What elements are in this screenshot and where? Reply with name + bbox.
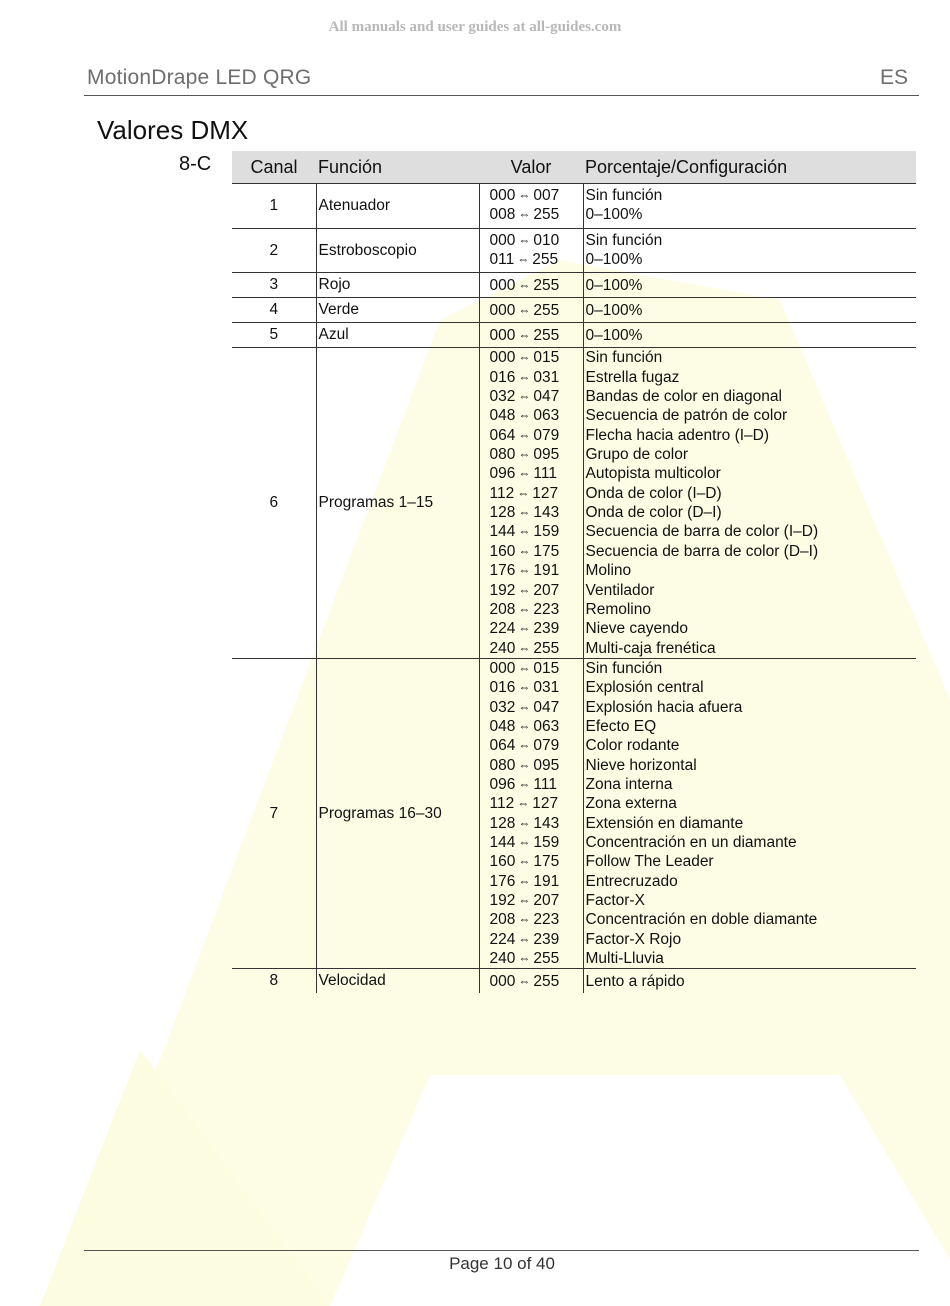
table-row: [232, 184, 916, 229]
value-range: [482, 503, 581, 522]
setting-text: Grupo de color: [585, 446, 689, 464]
setting-text: 0–100%: [585, 206, 643, 224]
setting-text: Sin función: [585, 349, 663, 367]
range-start: 208: [489, 911, 516, 929]
range-end: 047: [533, 698, 560, 716]
setting-text: Onda de color (D–I): [585, 504, 722, 522]
value-range: [482, 186, 581, 205]
footer-divider: [84, 1250, 919, 1251]
range-end: 095: [533, 756, 560, 774]
setting-text: Molino: [585, 562, 632, 580]
double-arrow-icon: ⇔: [518, 757, 531, 772]
range-end: 239: [533, 620, 560, 638]
range-start: 032: [489, 698, 516, 716]
double-arrow-icon: ⇔: [518, 601, 531, 616]
range-end: 191: [533, 872, 560, 890]
range-start: 128: [489, 504, 516, 522]
setting-text: Remolino: [585, 600, 651, 618]
channel-number: 2: [232, 228, 316, 273]
channel-function: Azul: [316, 323, 479, 348]
setting-text: Secuencia de patrón de color: [585, 407, 788, 425]
value-range: [482, 833, 581, 852]
double-arrow-icon: ⇔: [518, 640, 531, 655]
double-arrow-icon: ⇔: [518, 582, 531, 597]
value-range: [482, 698, 581, 717]
range-start: 208: [489, 600, 516, 618]
value-range: [482, 756, 581, 775]
value-range: [482, 522, 581, 541]
setting-text: 0–100%: [585, 251, 643, 269]
range-end: 015: [533, 659, 560, 677]
range-end: 255: [532, 251, 559, 269]
double-arrow-icon: ⇔: [518, 369, 531, 384]
range-start: 192: [489, 892, 516, 909]
channel-function: Atenuador: [316, 184, 479, 229]
range-start: 032: [489, 388, 516, 406]
double-arrow-icon: ⇔: [518, 718, 531, 733]
value-range: [482, 561, 581, 580]
range-end: 095: [533, 446, 560, 464]
range-end: 063: [533, 407, 560, 425]
range-end: 223: [533, 600, 560, 618]
value-range-cell: [479, 323, 583, 348]
setting-text: Explosión central: [585, 679, 704, 697]
range-start: 016: [489, 679, 516, 697]
channel-function: Verde: [316, 298, 479, 323]
value-range: [482, 600, 581, 619]
range-end: 010: [533, 231, 560, 249]
double-arrow-icon: ⇔: [518, 207, 531, 222]
setting-text: 0–100%: [585, 326, 643, 344]
range-end: 255: [533, 972, 560, 990]
range-start: 048: [489, 717, 516, 735]
double-arrow-icon: ⇔: [518, 854, 531, 869]
value-range: [482, 484, 581, 503]
double-arrow-icon: ⇔: [518, 912, 531, 927]
setting-text: Estrella fugaz: [585, 368, 680, 386]
setting-cell: [583, 228, 916, 273]
channel-number: 7: [232, 658, 316, 969]
setting-text: 0–100%: [585, 301, 643, 319]
setting-text: Nieve horizontal: [585, 756, 697, 774]
range-end: 143: [533, 504, 560, 522]
value-range: [482, 639, 581, 658]
setting-text: Multi-Lluvia: [585, 950, 664, 968]
value-range: [482, 794, 581, 813]
value-range-cell: [479, 969, 583, 994]
value-range: [482, 301, 581, 320]
channel-number: 4: [232, 298, 316, 323]
range-start: 008: [489, 206, 516, 224]
double-arrow-icon: ⇔: [518, 893, 531, 907]
value-range-cell: [479, 228, 583, 273]
range-start: 096: [489, 775, 516, 793]
double-arrow-icon: ⇔: [518, 660, 531, 675]
setting-text: Entrecruzado: [585, 872, 678, 890]
range-end: 207: [533, 581, 560, 599]
double-arrow-icon: ⇔: [518, 680, 531, 695]
value-range: [482, 426, 581, 445]
range-start: 000: [489, 972, 516, 990]
double-arrow-icon: ⇔: [518, 447, 531, 462]
range-start: 112: [489, 484, 515, 502]
value-range: [482, 659, 581, 678]
value-range: [482, 231, 581, 250]
channel-function: Programas 1–15: [316, 348, 479, 659]
value-range-cell: [479, 184, 583, 229]
range-start: 176: [489, 562, 516, 580]
channel-function: Velocidad: [316, 969, 479, 994]
page-number: Page 10 of 40: [449, 1254, 555, 1273]
table-row: [232, 298, 916, 323]
setting-text: Secuencia de barra de color (I–D): [585, 523, 819, 541]
double-arrow-icon: ⇔: [518, 543, 531, 558]
double-arrow-icon: ⇔: [518, 951, 531, 966]
double-arrow-icon: ⇔: [518, 738, 531, 753]
setting-text: Color rodante: [585, 737, 680, 755]
channel-function: Estroboscopio: [316, 228, 479, 273]
range-end: 255: [533, 276, 560, 294]
setting-text: Ventilador: [585, 581, 655, 599]
double-arrow-icon: ⇔: [518, 327, 531, 342]
value-range: [482, 814, 581, 833]
double-arrow-icon: ⇔: [518, 389, 531, 404]
value-range: [482, 949, 581, 968]
setting-text: 0–100%: [585, 276, 643, 294]
double-arrow-icon: ⇔: [518, 188, 531, 202]
double-arrow-icon: ⇔: [518, 815, 531, 830]
setting-text: Zona interna: [585, 775, 673, 793]
value-range: [482, 678, 581, 697]
range-end: 239: [533, 930, 560, 948]
range-end: 159: [533, 833, 560, 851]
column-header-funcion: Función: [316, 151, 479, 184]
range-end: 191: [533, 562, 560, 580]
range-start: 240: [489, 639, 516, 657]
range-start: 160: [489, 542, 516, 560]
value-range-cell: [479, 658, 583, 969]
value-range: [482, 717, 581, 736]
table-header-row: [232, 151, 916, 184]
range-end: 007: [533, 187, 560, 204]
range-start: 096: [489, 465, 516, 483]
double-arrow-icon: ⇔: [518, 505, 531, 520]
range-end: 015: [533, 349, 560, 367]
double-arrow-icon: ⇔: [517, 252, 530, 267]
range-start: 000: [489, 326, 516, 344]
setting-cell: [583, 348, 916, 659]
column-header-porcentaje: Porcentaje/Configuración: [583, 151, 916, 184]
setting-text: Autopista multicolor: [585, 465, 721, 483]
double-arrow-icon: ⇔: [517, 796, 530, 811]
range-end: 063: [533, 717, 560, 735]
range-end: 255: [533, 639, 560, 657]
value-range: [482, 387, 581, 406]
value-range: [482, 464, 581, 483]
channel-number: 1: [232, 184, 316, 229]
value-range: [482, 368, 581, 387]
range-start: 144: [489, 833, 516, 851]
range-end: 255: [533, 206, 560, 224]
table-row: [232, 658, 916, 969]
double-arrow-icon: ⇔: [518, 408, 531, 423]
channel-number: 5: [232, 323, 316, 348]
table-row: [232, 348, 916, 659]
range-end: 047: [533, 388, 560, 406]
value-range: [482, 775, 581, 794]
double-arrow-icon: ⇔: [518, 834, 531, 849]
double-arrow-icon: ⇔: [518, 973, 531, 988]
setting-text: Flecha hacia adentro (I–D): [585, 426, 770, 444]
column-header-valor: Valor: [479, 151, 583, 184]
setting-cell: [583, 184, 916, 229]
channel-function: Rojo: [316, 273, 479, 298]
dmx-values-table: [232, 151, 916, 993]
double-arrow-icon: ⇔: [518, 931, 531, 946]
value-range-cell: [479, 273, 583, 298]
value-range: [482, 406, 581, 425]
setting-text: Sin función: [585, 231, 663, 249]
range-start: 064: [489, 426, 516, 444]
range-start: 011: [489, 251, 515, 269]
value-range: [482, 930, 581, 949]
range-start: 048: [489, 407, 516, 425]
setting-text: Factor-X Rojo: [585, 930, 682, 948]
range-end: 111: [533, 465, 557, 483]
table-row: [232, 228, 916, 273]
double-arrow-icon: ⇔: [517, 485, 530, 500]
range-end: 079: [533, 737, 560, 755]
range-end: 127: [532, 795, 559, 813]
range-end: 031: [533, 679, 560, 697]
setting-cell: [583, 969, 916, 994]
range-start: 016: [489, 368, 516, 386]
table-row: [232, 273, 916, 298]
double-arrow-icon: ⇔: [518, 524, 531, 539]
banner-text: All manuals and user guides at all-guides.com: [328, 19, 622, 35]
setting-text: Secuencia de barra de color (D–I): [585, 542, 819, 560]
document-title: MotionDrape LED QRG: [87, 66, 312, 89]
column-header-canal: Canal: [232, 151, 316, 184]
channel-number: 8: [269, 972, 279, 990]
value-range: [482, 872, 581, 891]
range-end: 255: [533, 950, 560, 968]
range-end: 079: [533, 426, 560, 444]
value-range-cell: [479, 348, 583, 659]
value-range: [482, 891, 581, 910]
range-start: 000: [489, 187, 516, 204]
range-start: 160: [489, 853, 516, 871]
setting-text: Nieve cayendo: [585, 620, 689, 638]
header-divider: [84, 95, 919, 96]
double-arrow-icon: ⇔: [518, 873, 531, 888]
section-title: Valores DMX: [97, 115, 249, 145]
setting-text: Factor-X: [585, 892, 645, 909]
value-range: [482, 445, 581, 464]
setting-cell: [583, 323, 916, 348]
table-row: [232, 323, 916, 348]
setting-text: Extensión en diamante: [585, 814, 744, 832]
range-end: 031: [533, 368, 560, 386]
range-start: 000: [489, 231, 516, 249]
setting-text: Efecto EQ: [585, 717, 657, 735]
setting-text: Follow The Leader: [585, 853, 714, 871]
range-end: 207: [533, 892, 560, 909]
range-start: 224: [489, 620, 516, 638]
channel-function: Programas 16–30: [316, 658, 479, 969]
range-start: 000: [489, 659, 516, 677]
range-start: 064: [489, 737, 516, 755]
range-end: 143: [533, 814, 560, 832]
double-arrow-icon: ⇔: [518, 427, 531, 442]
setting-text: Concentración en doble diamante: [585, 911, 818, 929]
value-range: [482, 581, 581, 600]
value-range: [482, 852, 581, 871]
setting-text: Lento a rápido: [585, 972, 685, 990]
range-start: 080: [489, 756, 516, 774]
double-arrow-icon: ⇔: [518, 563, 531, 578]
range-start: 128: [489, 814, 516, 832]
range-end: 175: [533, 542, 560, 560]
setting-cell: [583, 658, 916, 969]
double-arrow-icon: ⇔: [518, 277, 531, 292]
double-arrow-icon: ⇔: [518, 699, 531, 714]
setting-text: Zona externa: [585, 795, 677, 813]
value-range: [482, 276, 581, 295]
setting-text: Onda de color (I–D): [585, 484, 722, 502]
value-range: [482, 348, 581, 367]
double-arrow-icon: ⇔: [518, 621, 531, 636]
range-end: 111: [533, 775, 557, 793]
setting-text: Sin función: [585, 187, 663, 204]
range-end: 223: [533, 911, 560, 929]
range-start: 080: [489, 446, 516, 464]
setting-text: Explosión hacia afuera: [585, 698, 743, 716]
value-range: [482, 542, 581, 561]
double-arrow-icon: ⇔: [518, 350, 531, 365]
range-end: 159: [533, 523, 560, 541]
range-start: 000: [489, 301, 516, 319]
channel-number: 6: [232, 348, 316, 659]
table-row: [232, 969, 916, 994]
double-arrow-icon: ⇔: [518, 776, 531, 791]
range-start: 192: [489, 581, 516, 599]
setting-text: Bandas de color en diagonal: [585, 388, 782, 406]
range-start: 000: [489, 349, 516, 367]
range-end: 127: [532, 484, 559, 502]
double-arrow-icon: ⇔: [518, 466, 531, 481]
dmx-mode-label: 8-C: [179, 153, 212, 175]
value-range: [482, 736, 581, 755]
value-range: [482, 205, 581, 224]
range-end: 175: [533, 853, 560, 871]
setting-cell: [583, 298, 916, 323]
value-range: [482, 326, 581, 345]
range-start: 000: [489, 276, 516, 294]
range-start: 224: [489, 930, 516, 948]
value-range: [482, 910, 581, 929]
range-start: 176: [489, 872, 516, 890]
range-start: 240: [489, 950, 516, 968]
channel-number: 3: [232, 273, 316, 298]
setting-text: Multi-caja frenética: [585, 639, 716, 657]
double-arrow-icon: ⇔: [518, 302, 531, 317]
language-code: ES: [880, 66, 909, 89]
value-range: [482, 972, 581, 991]
setting-text: Sin función: [585, 659, 663, 677]
range-start: 112: [489, 795, 515, 813]
value-range: [482, 250, 581, 269]
double-arrow-icon: ⇔: [518, 232, 531, 247]
range-end: 255: [533, 326, 560, 344]
setting-text: Concentración en un diamante: [585, 833, 797, 851]
range-start: 144: [489, 523, 516, 541]
range-end: 255: [533, 301, 560, 319]
value-range-cell: [479, 298, 583, 323]
setting-cell: [583, 273, 916, 298]
value-range: [482, 619, 581, 638]
